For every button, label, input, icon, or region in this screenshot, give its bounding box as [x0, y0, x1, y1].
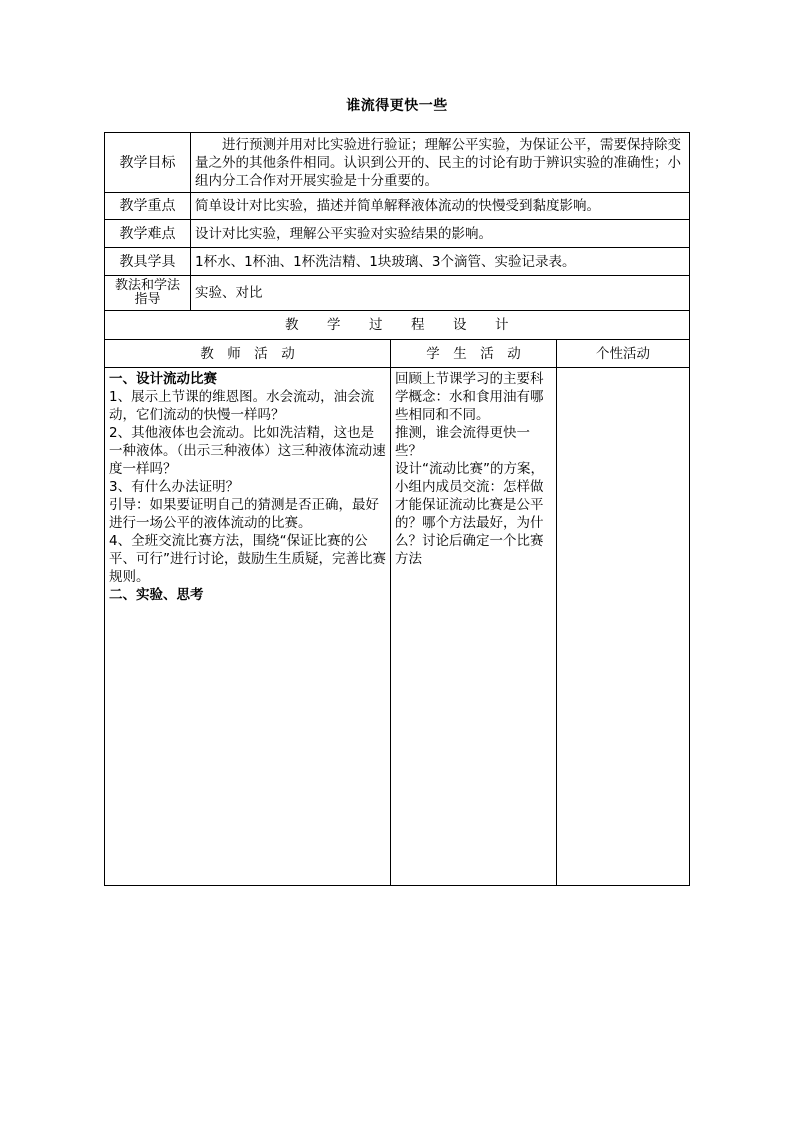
personal-activity-cell [557, 368, 690, 886]
label-difficulties: 教学难点 [105, 220, 191, 248]
process-header: 教 学 过 程 设 计 [105, 311, 690, 340]
label-materials: 教具学具 [105, 248, 191, 276]
row-column-headers [105, 340, 690, 368]
teacher-guide: 引导：如果要证明自己的猜测是否正确，最好进行一场公平的液体流动的比赛。 [109, 497, 379, 531]
label-key-points: 教学重点 [105, 193, 191, 220]
content-objectives: 进行预测并用对比实验进行验证；理解公平实验，为保证公平，需要保持除变量之外的其他条件相同。认识到公开的、民主的讨论有助于辨识实验的准确性；小组内分工合作对开展实验是十分重要的。 [191, 133, 690, 193]
row-methods [105, 276, 690, 311]
row-key-points [105, 193, 690, 220]
content-materials: 1杯水、1杯油、1杯洗洁精、1块玻璃、3个滴管、实验记录表。 [191, 248, 690, 276]
teacher-item-2: 2、其他液体也会流动。比如洗洁精，这也是一种液体。（出示三种液体）这三种液体流动速度一样吗？ [109, 425, 386, 477]
content-difficulties: 设计对比实验，理解公平实验对实验结果的影响。 [191, 220, 690, 248]
content-key-points: 简单设计对比实验，描述并简单解释液体流动的快慢受到黏度影响。 [191, 193, 690, 220]
teacher-section-2: 二、实验、思考 [109, 587, 204, 603]
header-personal-activity: 个性活动 [557, 340, 690, 368]
row-difficulties [105, 220, 690, 248]
student-item-3: 设计“流动比赛”的方案，小组内成员交流：怎样做才能保证流动比赛是公平的？哪个方法最好，为什么？讨论后确定一个比赛方法 [395, 461, 544, 567]
student-item-1: 回顾上节课学习的主要科学概念：水和食用油有哪些相同和不同。 [395, 371, 544, 423]
row-objectives [105, 133, 690, 193]
teacher-activity-cell [105, 368, 391, 886]
teacher-section-1: 一、设计流动比赛 [109, 371, 217, 387]
row-process-body [105, 368, 690, 886]
header-student-activity: 学 生 活 动 [391, 340, 557, 368]
page-title: 谁流得更快一些 [346, 98, 448, 114]
content-methods: 实验、对比 [191, 276, 690, 311]
lesson-plan-table [104, 132, 690, 886]
row-materials [105, 248, 690, 276]
label-methods: 教法和学法指导 [105, 276, 191, 311]
teacher-item-4: 4、全班交流比赛方法，围绕“保证比赛的公平、可行”进行讨论，鼓励生生质疑，完善比赛规则。 [109, 533, 386, 585]
teacher-item-1: 1、展示上节课的维恩图。水会流动，油会流动，它们流动的快慢一样吗？ [109, 389, 375, 423]
teacher-item-3: 3、有什么办法证明？ [109, 479, 240, 495]
label-objectives: 教学目标 [105, 133, 191, 193]
header-teacher-activity: 教 师 活 动 [105, 340, 391, 368]
student-activity-cell [391, 368, 557, 886]
student-item-2: 推测，谁会流得更快一些？ [395, 425, 530, 459]
row-process-header [105, 311, 690, 340]
